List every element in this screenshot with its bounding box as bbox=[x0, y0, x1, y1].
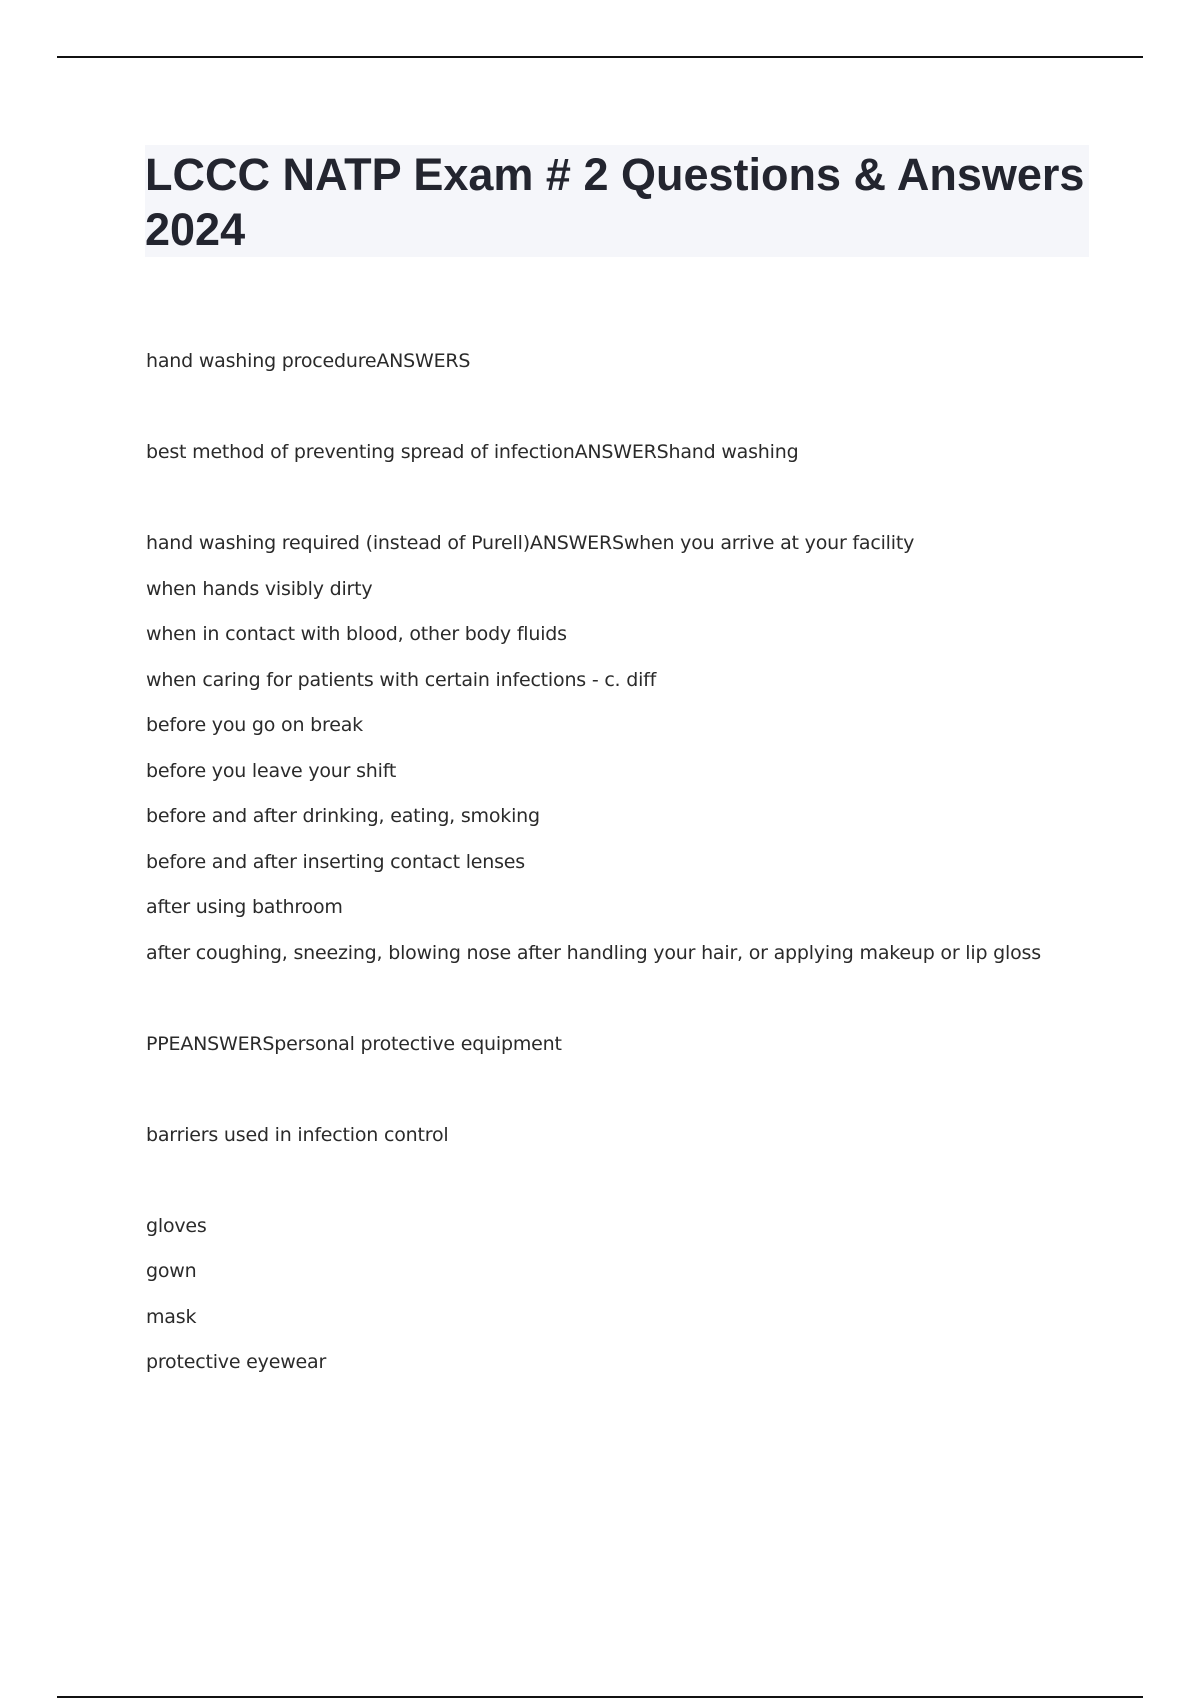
text-line: after coughing, sneezing, blowing nose after handling your hair, or applying makeup or lip gloss bbox=[146, 942, 1041, 964]
text-line: gloves bbox=[146, 1215, 207, 1237]
text-line: gown bbox=[146, 1260, 197, 1282]
text-line: when hands visibly dirty bbox=[146, 578, 373, 600]
text-line: before you go on break bbox=[146, 714, 363, 736]
title-banner bbox=[145, 145, 1089, 257]
text-line: before and after inserting contact lenses bbox=[146, 851, 525, 873]
page-title: LCCC NATP Exam # 2 Questions & Answers 2024 bbox=[145, 149, 1085, 255]
text-line: mask bbox=[146, 1306, 197, 1328]
text-line: barriers used in infection control bbox=[146, 1124, 449, 1146]
text-line: hand washing required (instead of Purell)ANSWERSwhen you arrive at your facility bbox=[146, 532, 915, 554]
text-line: protective eyewear bbox=[146, 1351, 327, 1373]
text-line: after using bathroom bbox=[146, 896, 343, 918]
text-line: best method of preventing spread of infectionANSWERShand washing bbox=[146, 441, 799, 463]
text-line: before and after drinking, eating, smoking bbox=[146, 805, 540, 827]
text-line: when in contact with blood, other body fluids bbox=[146, 623, 567, 645]
top-rule bbox=[57, 56, 1143, 58]
text-line: hand washing procedureANSWERS bbox=[146, 350, 471, 372]
text-line: before you leave your shift bbox=[146, 760, 397, 782]
bottom-rule bbox=[57, 1696, 1143, 1698]
text-line: PPEANSWERSpersonal protective equipment bbox=[146, 1033, 562, 1055]
text-line: when caring for patients with certain infections - c. diff bbox=[146, 669, 657, 691]
